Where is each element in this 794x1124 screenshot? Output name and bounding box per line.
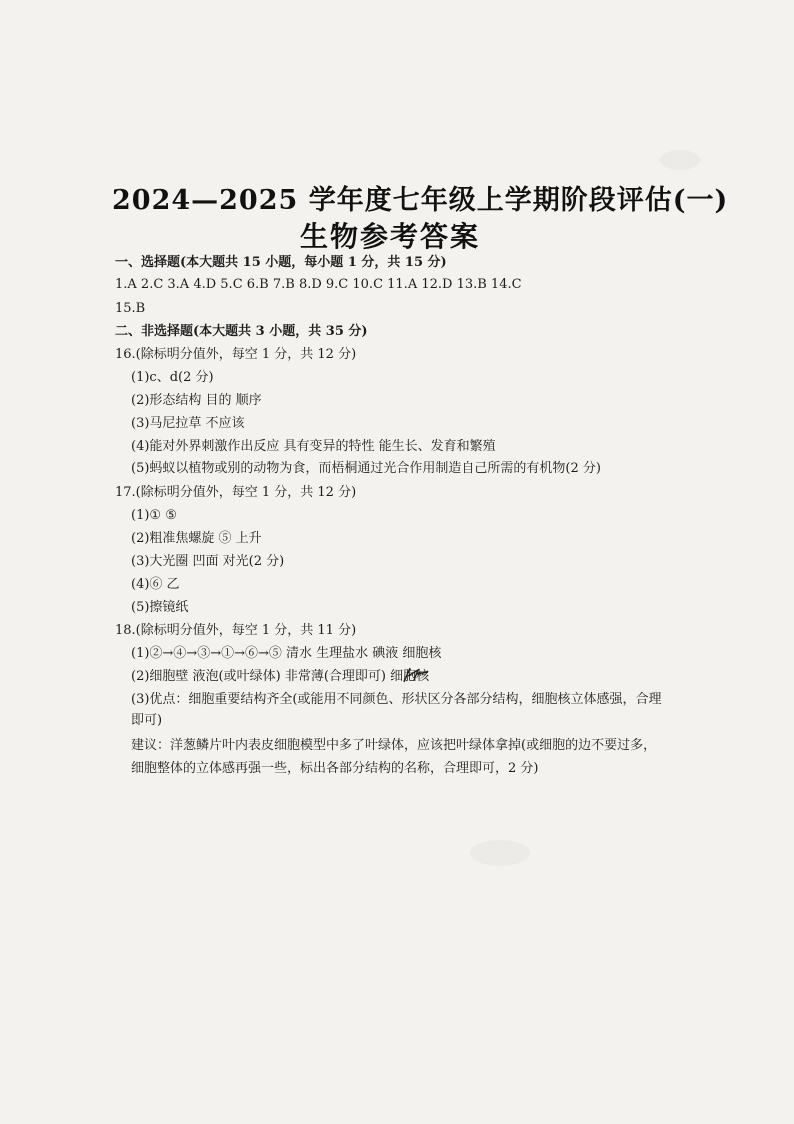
q17-item: (1)① ⑤ xyxy=(131,508,177,523)
q17-header: 17.(除标明分值外，每空 1 分，共 12 分) xyxy=(115,485,357,500)
q18-item: 即可) xyxy=(131,713,163,728)
q17-item: (3)大光圈 凹面 对光(2 分) xyxy=(131,554,285,569)
scan-smudge xyxy=(470,840,530,866)
q16-header: 16.(除标明分值外，每空 1 分，共 12 分) xyxy=(115,347,357,362)
q17-item: (2)粗准焦螺旋 ⑤ 上升 xyxy=(131,531,262,546)
q16-item: (1)c、d(2 分) xyxy=(131,370,214,385)
q16-item: (4)能对外界刺激作出反应 具有变异的特性 能生长、发育和繁殖 xyxy=(131,439,496,454)
q17-item: (5)擦镜纸 xyxy=(131,600,189,615)
q18-item: 细胞整体的立体感再强一些，标出各部分结构的名称，合理即可，2 分) xyxy=(131,761,539,776)
page-title: 2024—2025 学年度七年级上学期阶段评估(一) xyxy=(112,185,729,216)
q16-item: (3)马尼拉草 不应该 xyxy=(131,416,245,431)
mc-answers-row-1: 1.A 2.C 3.A 4.D 5.C 6.B 7.B 8.D 9.C 10.C 11.A 12.D 13.B 14.C xyxy=(115,277,522,292)
q18-item: (1)②→④→③→①→⑥→⑤ 清水 生理盐水 碘液 细胞核 xyxy=(131,646,442,661)
q16-item: (2)形态结构 目的 顺序 xyxy=(131,393,262,408)
section-heading-nonchoice: 二、非选择题(本大题共 3 小题，共 35 分) xyxy=(115,324,368,339)
handwritten-mark-icon xyxy=(398,664,438,686)
q18-item: (3)优点：细胞重要结构齐全(或能用不同颜色、形状区分各部分结构，细胞核立体感强，合理 xyxy=(131,692,662,707)
q17-item: (4)⑥ 乙 xyxy=(131,577,180,592)
q18-item: 建议：洋葱鳞片叶内表皮细胞模型中多了叶绿体，应该把叶绿体拿掉(或细胞的边不要过多， xyxy=(131,738,657,753)
q18-header: 18.(除标明分值外，每空 1 分，共 11 分) xyxy=(115,623,357,638)
page-subtitle: 生物参考答案 xyxy=(300,220,481,253)
mc-answers-row-2: 15.B xyxy=(115,301,146,316)
q18-item: (2)细胞壁 液泡(或叶绿体) 非常薄(合理即可) 细胞核 xyxy=(131,669,430,684)
q16-item: (5)蚂蚁以植物或别的动物为食，而梧桐通过光合作用制造自己所需的有机物(2 分) xyxy=(131,461,601,476)
section-heading-choice: 一、选择题(本大题共 15 小题，每小题 1 分，共 15 分) xyxy=(115,255,447,270)
scan-smudge xyxy=(660,150,700,170)
